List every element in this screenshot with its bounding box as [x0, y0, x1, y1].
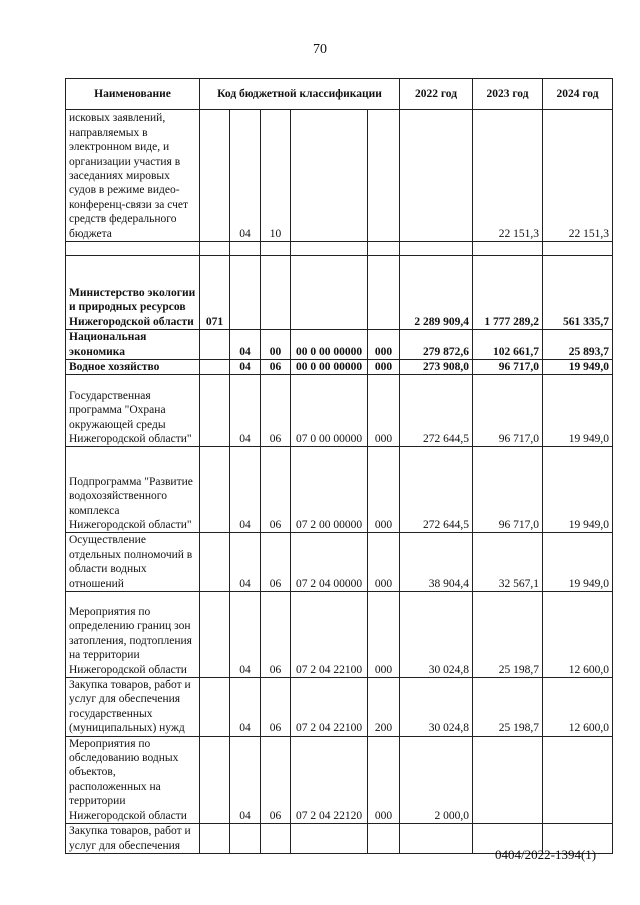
- cell-expense-code: 200: [368, 678, 400, 737]
- cell-2022: 2 000,0: [400, 736, 473, 823]
- cell-target-code: 07 2 04 22100: [291, 592, 368, 678]
- cell-section-code: 04: [230, 360, 261, 375]
- document-code: 0404/2022-1394(1): [495, 847, 597, 862]
- budget-table: [65, 78, 613, 854]
- header-2023: 2023 год: [473, 79, 543, 110]
- cell-2024: 22 151,3: [543, 110, 613, 242]
- cell-ministry-code: [200, 447, 230, 533]
- cell-target-code: 07 2 04 00000: [291, 533, 368, 592]
- cell-ministry-code: [200, 360, 230, 375]
- cell-section-code: [230, 242, 261, 256]
- cell-2024: 19 949,0: [543, 375, 613, 447]
- cell-subsection-code: 06: [261, 533, 291, 592]
- cell-2022: 38 904,4: [400, 533, 473, 592]
- header-2024: 2024 год: [543, 79, 613, 110]
- cell-section-code: [230, 824, 261, 854]
- cell-section-code: 04: [230, 736, 261, 823]
- cell-2022: 279 872,6: [400, 330, 473, 360]
- cell-name: Осуществление отдельных полномочий в области водных отношений: [66, 533, 200, 592]
- cell-2022: 2 289 909,4: [400, 256, 473, 330]
- cell-2024: 19 949,0: [543, 533, 613, 592]
- cell-2024: 12 600,0: [543, 592, 613, 678]
- header-code: Код бюджетной классификации: [200, 79, 400, 110]
- cell-2023: 102 661,7: [473, 330, 543, 360]
- cell-expense-code: 000: [368, 360, 400, 375]
- cell-name: Подпрограмма "Развитие водохозяйственного комплекса Нижегородской области": [66, 447, 200, 533]
- cell-2022: [400, 110, 473, 242]
- cell-2023: 96 717,0: [473, 360, 543, 375]
- cell-ministry-code: [200, 533, 230, 592]
- cell-2024: [543, 736, 613, 823]
- cell-target-code: [291, 824, 368, 854]
- cell-subsection-code: [261, 824, 291, 854]
- cell-subsection-code: 06: [261, 447, 291, 533]
- cell-name: Закупка товаров, работ и услуг для обеспечения: [66, 824, 200, 854]
- cell-section-code: 04: [230, 592, 261, 678]
- cell-name: исковых заявлений, направляемых в электронном виде, и организации участия в заседаниях мировых судов в режиме видео-конференц-связи за счет средств федерального бюджета: [66, 110, 200, 242]
- cell-subsection-code: 06: [261, 678, 291, 737]
- cell-2023: 96 717,0: [473, 375, 543, 447]
- table-row: [66, 447, 613, 533]
- table-row: [66, 110, 613, 242]
- table-header-row: [66, 79, 613, 110]
- cell-2024: 19 949,0: [543, 447, 613, 533]
- cell-expense-code: 000: [368, 330, 400, 360]
- cell-ministry-code: [200, 375, 230, 447]
- cell-subsection-code: [261, 256, 291, 330]
- cell-name: Государственная программа "Охрана окружающей среды Нижегородской области": [66, 375, 200, 447]
- cell-section-code: 04: [230, 110, 261, 242]
- cell-expense-code: [368, 256, 400, 330]
- cell-2022: 30 024,8: [400, 592, 473, 678]
- cell-target-code: 07 2 00 00000: [291, 447, 368, 533]
- cell-2022: [400, 242, 473, 256]
- table-row: [66, 256, 613, 330]
- cell-2022: [400, 824, 473, 854]
- cell-2024: 25 893,7: [543, 330, 613, 360]
- cell-2023: 22 151,3: [473, 110, 543, 242]
- cell-ministry-code: 071: [200, 256, 230, 330]
- cell-2023: 96 717,0: [473, 447, 543, 533]
- header-name: Наименование: [66, 79, 200, 110]
- cell-section-code: [230, 256, 261, 330]
- cell-subsection-code: 06: [261, 592, 291, 678]
- cell-2023: 25 198,7: [473, 678, 543, 737]
- cell-name: Национальная экономика: [66, 330, 200, 360]
- cell-target-code: [291, 256, 368, 330]
- table-row: [66, 242, 613, 256]
- cell-expense-code: [368, 242, 400, 256]
- cell-name: Министерство экологии и природных ресурсов Нижегородской области: [66, 256, 200, 330]
- cell-subsection-code: 10: [261, 110, 291, 242]
- cell-subsection-code: 06: [261, 375, 291, 447]
- table-row: [66, 533, 613, 592]
- cell-subsection-code: 06: [261, 360, 291, 375]
- cell-ministry-code: [200, 110, 230, 242]
- cell-name: [66, 242, 200, 256]
- cell-target-code: 00 0 00 00000: [291, 360, 368, 375]
- cell-2023: [473, 242, 543, 256]
- cell-name: Закупка товаров, работ и услуг для обеспечения государственных (муниципальных) нужд: [66, 678, 200, 737]
- cell-2023: [473, 736, 543, 823]
- cell-expense-code: 000: [368, 736, 400, 823]
- header-2022: 2022 год: [400, 79, 473, 110]
- cell-section-code: 04: [230, 533, 261, 592]
- cell-2022: 272 644,5: [400, 375, 473, 447]
- cell-section-code: 04: [230, 447, 261, 533]
- cell-subsection-code: 06: [261, 736, 291, 823]
- table-row: [66, 592, 613, 678]
- cell-ministry-code: [200, 824, 230, 854]
- cell-2022: 30 024,8: [400, 678, 473, 737]
- cell-target-code: [291, 110, 368, 242]
- cell-section-code: 04: [230, 375, 261, 447]
- cell-expense-code: 000: [368, 447, 400, 533]
- cell-ministry-code: [200, 736, 230, 823]
- page-number: 70: [313, 42, 327, 57]
- cell-target-code: 07 0 00 00000: [291, 375, 368, 447]
- cell-subsection-code: [261, 242, 291, 256]
- cell-subsection-code: 00: [261, 330, 291, 360]
- cell-target-code: [291, 242, 368, 256]
- cell-section-code: 04: [230, 330, 261, 360]
- cell-2023: 1 777 289,2: [473, 256, 543, 330]
- cell-section-code: 04: [230, 678, 261, 737]
- table-row: [66, 736, 613, 823]
- cell-ministry-code: [200, 242, 230, 256]
- cell-expense-code: [368, 110, 400, 242]
- cell-target-code: 00 0 00 00000: [291, 330, 368, 360]
- cell-2024: 12 600,0: [543, 678, 613, 737]
- cell-target-code: 07 2 04 22100: [291, 678, 368, 737]
- cell-target-code: 07 2 04 22120: [291, 736, 368, 823]
- cell-expense-code: 000: [368, 375, 400, 447]
- cell-2023: 25 198,7: [473, 592, 543, 678]
- cell-name: Водное хозяйство: [66, 360, 200, 375]
- cell-name: Мероприятия по определению границ зон затопления, подтопления на территории Нижегородской области: [66, 592, 200, 678]
- cell-2024: 561 335,7: [543, 256, 613, 330]
- cell-ministry-code: [200, 592, 230, 678]
- cell-expense-code: [368, 824, 400, 854]
- table-row: [66, 375, 613, 447]
- cell-expense-code: 000: [368, 592, 400, 678]
- cell-name: Мероприятия по обследованию водных объектов, расположенных на территории Нижегородской области: [66, 736, 200, 823]
- table-row: [66, 360, 613, 375]
- cell-2022: 272 644,5: [400, 447, 473, 533]
- cell-2023: 32 567,1: [473, 533, 543, 592]
- cell-ministry-code: [200, 330, 230, 360]
- cell-2024: 19 949,0: [543, 360, 613, 375]
- cell-2024: [543, 242, 613, 256]
- table-row: [66, 678, 613, 737]
- cell-ministry-code: [200, 678, 230, 737]
- table-row: [66, 330, 613, 360]
- cell-2022: 273 908,0: [400, 360, 473, 375]
- table-body: [66, 110, 613, 854]
- cell-expense-code: 000: [368, 533, 400, 592]
